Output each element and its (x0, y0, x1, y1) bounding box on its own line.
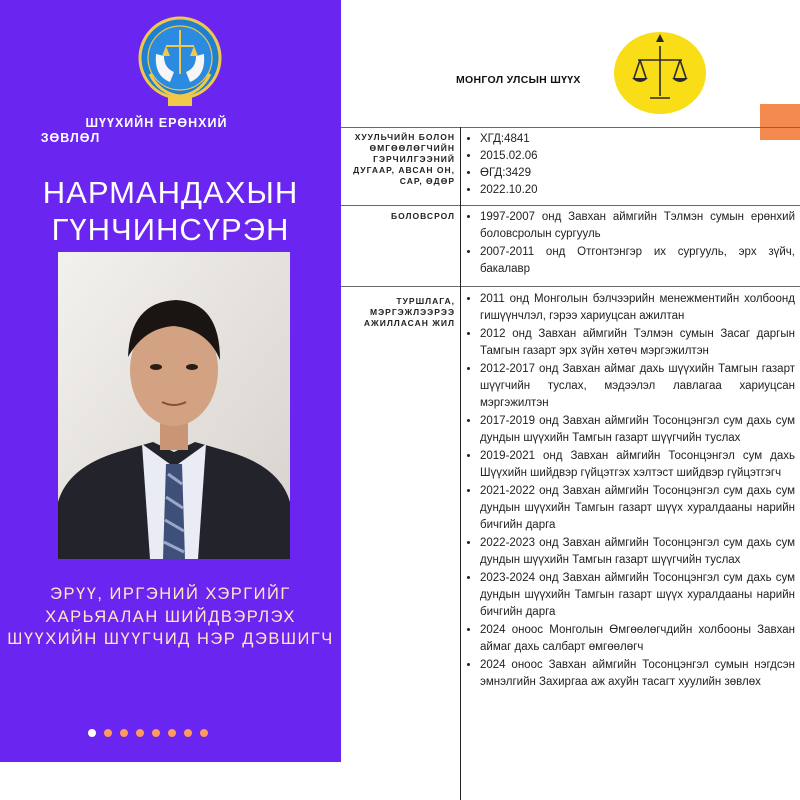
experience-list (466, 291, 795, 692)
section-label-line: АЖИЛЛАСАН ЖИЛ (363, 318, 455, 328)
section-divider (341, 286, 800, 287)
page-dot[interactable] (104, 729, 112, 737)
candidate-surname: НАРМАНДАХЫН (42, 175, 299, 210)
list-item: • 2019-2021 онд Завхан аймгийн Тосонцэнгэл сум дахь Шүүхийн шийдвэр гүйцэтгэх хэлтэст шийдвэр гүйцэтгэгч (480, 448, 795, 482)
nominee-title-line3: ШҮҮХИЙН ШҮҮГЧИД НЭР ДЭВШИГЧ (7, 630, 334, 648)
license-list (466, 131, 538, 199)
list-item: • 2015.02.06 (480, 148, 538, 165)
candidate-photo (58, 252, 290, 559)
left-panel (0, 0, 341, 762)
candidate-given-name: ГҮНЧИНСҮРЭН (51, 212, 290, 247)
nominee-title-line2: ХАРЬЯАЛАН ШИЙДВЭРЛЭХ (45, 608, 296, 626)
page-dot[interactable] (120, 729, 128, 737)
section-label-line: БОЛОВСРОЛ (391, 211, 455, 221)
list-item: • 2007-2011 онд Отгонтэнгэр их сургууль, эрх зүйч, бакалавр (480, 244, 795, 278)
court-title: МОНГОЛ УЛСЫН ШҮҮХ (456, 74, 581, 86)
section-label-line: ХУУЛЬЧИЙН БОЛОН (354, 132, 455, 142)
section-label-line: ДУГААР, АВСАН ОН, (353, 165, 455, 175)
judicial-council-emblem (136, 14, 224, 110)
list-item: • 2023-2024 онд Завхан аймгийн Тосонцэнгэл сум дахь сум дундын шүүхийн Тамгын газарт шүүх хуралдааны нарийн бичгийн дарга (480, 570, 795, 621)
education-label (391, 211, 455, 222)
column-divider (460, 127, 461, 800)
page-dot[interactable] (200, 729, 208, 737)
license-label (353, 132, 455, 187)
section-label-line: ГЭРЧИЛГЭЭНИЙ (373, 154, 455, 164)
page-dot[interactable] (184, 729, 192, 737)
list-item: • 2024 оноос Монголын Өмгөөлөгчдийн холбооны Завхан аймаг дахь салбарт өмгөөлөгч (480, 622, 795, 656)
section-label-line: МЭРГЭЖЛЭЭРЭЭ (370, 307, 455, 317)
section-divider (341, 127, 800, 128)
nominee-title-line1: ЭРҮҮ, ИРГЭНИЙ ХЭРГИЙГ (50, 585, 291, 603)
page-dot[interactable] (88, 729, 96, 737)
experience-label (364, 296, 455, 329)
accent-square (760, 104, 800, 140)
list-item: • 2011 онд Монголын бэлчээрийн менежментийн холбоонд гишүүнчлэл, гэрээ хариуцсан ажилтан (480, 291, 795, 325)
council-name-line1: ШҮҮХИЙН ЕРӨНХИЙ (85, 116, 228, 130)
list-item: • 2012-2017 онд Завхан аймаг дахь шүүхийн Тамгын газарт шүүгчийн туслах, мэдээлэл лавлагаа хариуцсан мэргэжилтэн (480, 361, 795, 412)
section-divider (341, 205, 800, 206)
section-label-line: ӨМГӨӨЛӨГЧИЙН (369, 143, 455, 153)
section-label-line: САР, ӨДӨР (399, 176, 455, 186)
list-item: • 2017-2019 онд Завхан аймгийн Тосонцэнгэл сум дахь сум дундын шүүхийн Тамгын газарт шүүгчийн туслах (480, 413, 795, 447)
education-list (466, 209, 795, 279)
list-item: • 2022-2023 онд Завхан аймгийн Тосонцэнгэл сум дахь сум дундын шүүхийн Тамгын газарт шүүгчийн туслах (480, 535, 795, 569)
list-item: • ХГД:4841 (480, 131, 538, 148)
list-item: • ӨГД:3429 (480, 165, 538, 182)
list-item: • 2024 оноос Завхан аймгийн Тосонцэнгэл сумын нэгдсэн эмнэлгийн Захиргаа аж ахуйн тасагт хуулийн зөвлөх (480, 657, 795, 691)
list-item: • 1997-2007 онд Завхан аймгийн Тэлмэн сумын ерөнхий боловсролын сургууль (480, 209, 795, 243)
page-indicator (88, 729, 208, 737)
page-dot[interactable] (136, 729, 144, 737)
council-name-line2: ЗӨВЛӨЛ (40, 131, 101, 145)
list-item: • 2022.10.20 (480, 182, 538, 199)
page-dot[interactable] (168, 729, 176, 737)
page-dot[interactable] (152, 729, 160, 737)
list-item: • 2012 онд Завхан аймгийн Тэлмэн сумын Засаг даргын Тамгын газарт эрх зүйн хөтөч мэргэжилтэн (480, 326, 795, 360)
court-emblem (612, 30, 708, 116)
list-item: • 2021-2022 онд Завхан аймгийн Тосонцэнгэл сум дахь сум дундын шүүхийн Тамгын газарт шүүх хуралдааны нарийн бичгийн дарга (480, 483, 795, 534)
section-label-line: ТУРШЛАГА, (396, 296, 455, 306)
